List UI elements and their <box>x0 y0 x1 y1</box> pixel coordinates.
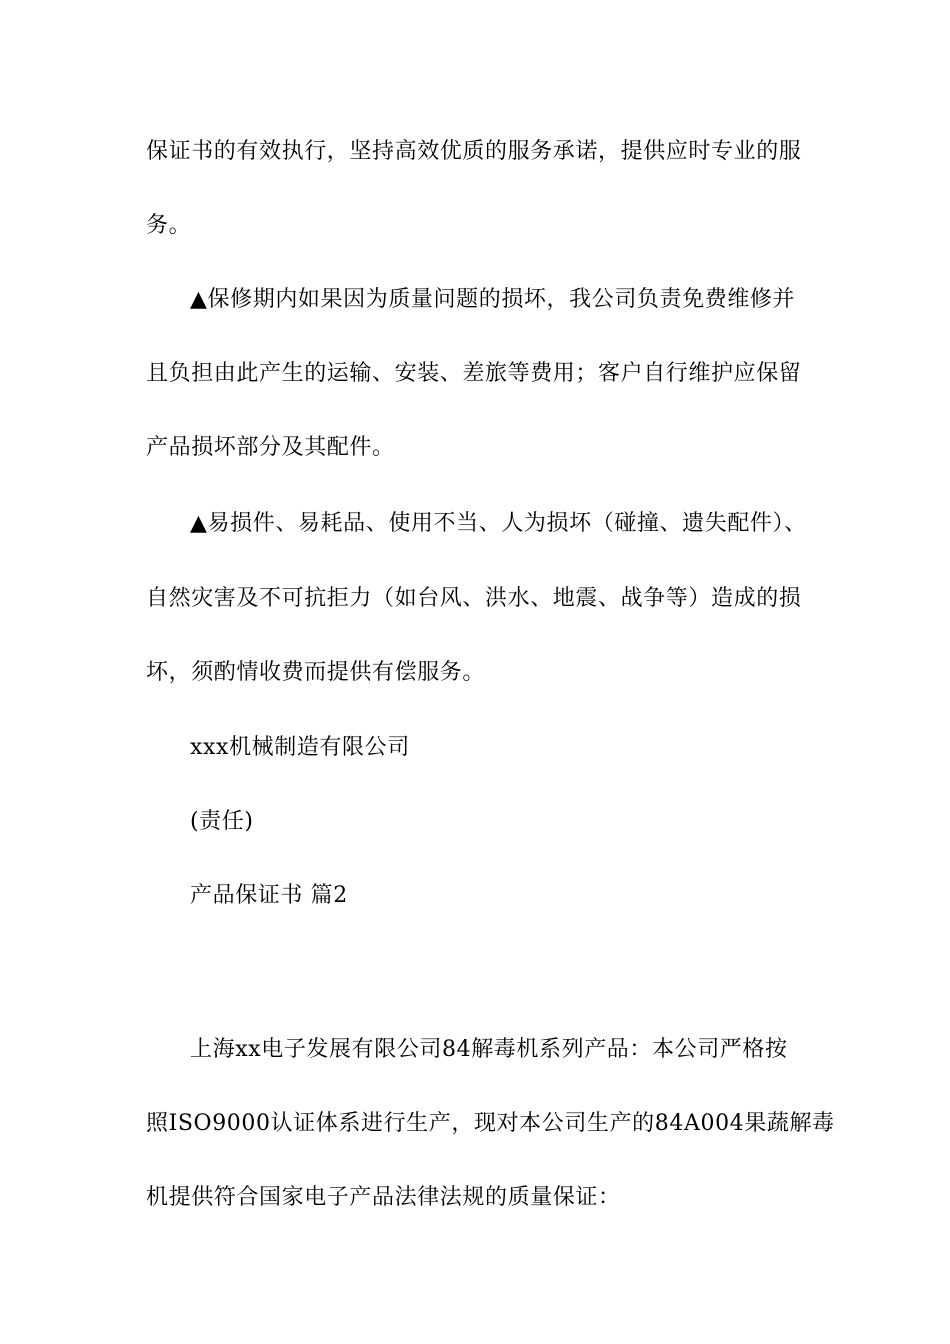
text-line: 上海xx电子发展有限公司84解毒机系列产品：本公司严格按 <box>190 1037 788 1062</box>
signature-note: (责任) <box>190 809 254 834</box>
text-line: 保证书的有效执行，坚持高效优质的服务承诺，提供应时专业的服 <box>146 139 802 164</box>
text-line: 且负担由此产生的运输、安装、差旅等费用；客户自行维护应保留 <box>146 361 802 386</box>
text-line: 自然灾害及不可抗拒力（如台风、洪水、地震、战争等）造成的损 <box>146 586 802 611</box>
section-heading: 产品保证书 篇2 <box>190 883 348 908</box>
text-line: 坏，须酌情收费而提供有偿服务。 <box>146 660 486 685</box>
company-name: xxx机械制造有限公司 <box>190 735 410 760</box>
text-line: 产品损坏部分及其配件。 <box>146 435 395 460</box>
text-line: ▲保修期内如果因为质量问题的损坏，我公司负责免费维修并 <box>190 287 796 312</box>
text-line: 照ISO9000认证体系进行生产，现对本公司生产的84A004果蔬解毒 <box>146 1111 835 1136</box>
text-line: 机提供符合国家电子产品法律法规的质量保证： <box>146 1185 621 1210</box>
text-line: 务。 <box>146 213 192 238</box>
text-line: ▲易损件、易耗品、使用不当、人为损坏（碰撞、遗失配件）、 <box>190 511 807 536</box>
